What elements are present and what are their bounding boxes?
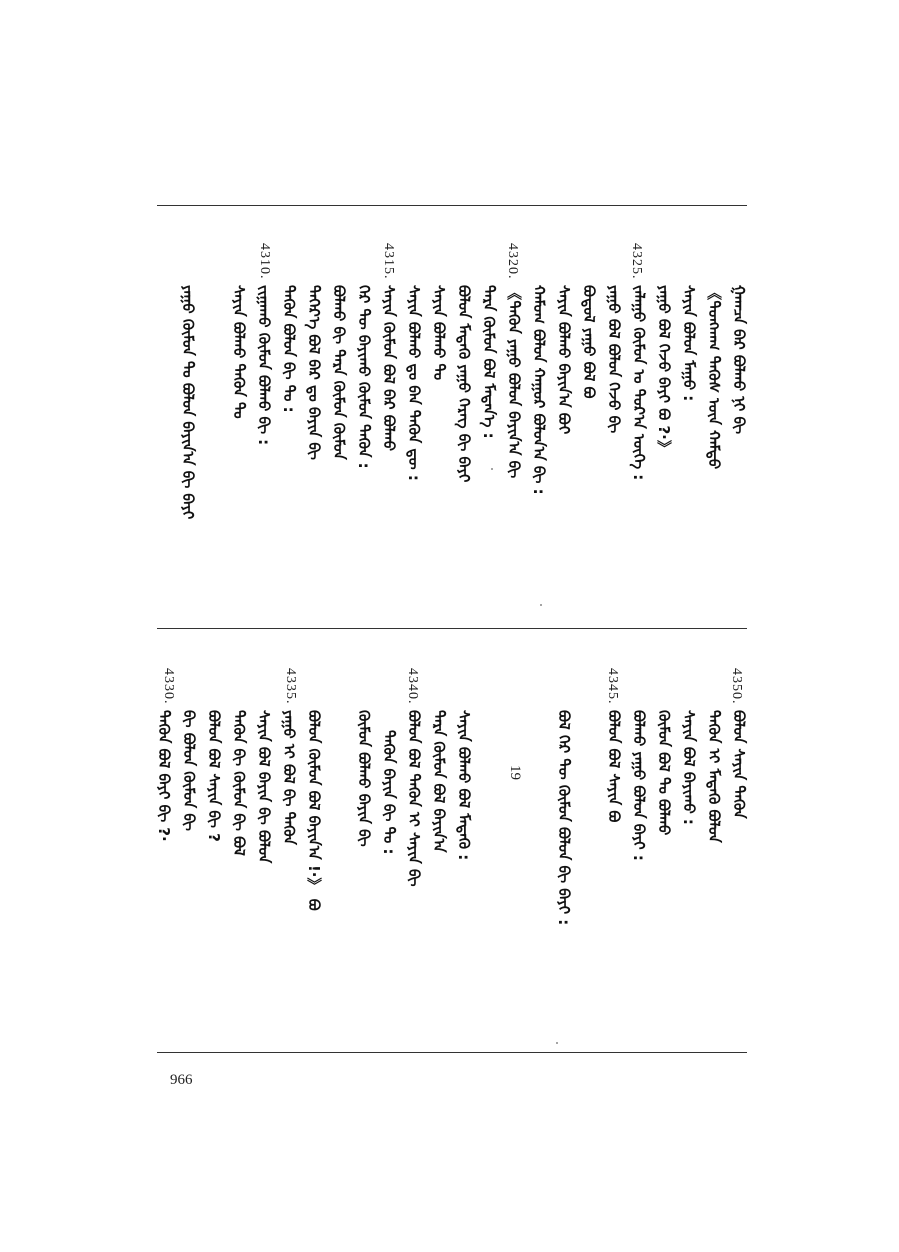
bottom-rule <box>157 1052 747 1053</box>
line-number-4310: 4310. <box>257 243 272 280</box>
text-column: ᠳᠡᠭᠡᠷ᠎ᠡ ᠪᠣᠯ ᠪᠠᠷ ᠳᠤ ᠪᠠᠶᠢᠨ ᠪᠢ <box>305 285 323 460</box>
text-column: ᠲᠡᠭᠦᠨ ᠪᠠᠶᠢᠨ ᠪᠢ ᠲᠤ : <box>380 730 398 855</box>
page-number: 966 <box>170 1072 193 1088</box>
text-column: ᠰᠠᠶᠢᠨ ᠪᠣᠯᠬᠤ ᠳᠤ ᠪᠡᠨ ᠲᠡᠭᠦᠨ ᠳᠦ : <box>405 285 423 481</box>
text-column: ᠶᠠᠭᠤ ᠪᠣᠯ ᠭᠡᠵᠦ ᠪᠠᠶᠢ ᠪᠤ ?·》 <box>655 285 673 456</box>
text-column: ᠪᠢ ᠪᠣᠯᠤᠨ ᠬᠦᠮᠦᠨ ᠪᠢ <box>180 710 198 831</box>
line-number-4345: 4345. <box>605 668 620 705</box>
text-column: ᠶᠠᠭᠤ ᠬᠦᠮᠦᠨ ᠲᠤ ᠪᠣᠯᠤᠨ ᠪᠠᠶᠢᠨ᠎ᠠ ᠪᠢ ᠪᠠᠶᠢ <box>179 285 197 520</box>
text-column: ᠭᠡᠷ ᠲᠦ ᠪᠠᠶᠢᠬᠤ ᠬᠦᠮᠦᠨ ᠲᠡᠭᠦᠨ : <box>355 285 373 469</box>
line-number-4315: 4315. <box>381 243 396 280</box>
scan-speck <box>491 468 493 470</box>
text-column: ᠰᠠᠶᠢᠨ ᠬᠦᠮᠦᠨ ᠪᠣᠯ ᠪᠠᠷ ᠪᠣᠯᠬᠤ <box>380 285 398 452</box>
line-number-4350: 4350. <box>729 668 744 705</box>
scan-speck <box>556 1042 558 1044</box>
text-column: ᠲᠡᠭᠦᠨ ᠪᠣᠯ ᠪᠠᠶᠢ ᠪᠢ ?· <box>155 710 173 842</box>
text-column: ᠪᠣᠯᠬᠤ ᠶᠠᠭᠤ ᠪᠣᠯᠣᠨ ᠪᠠᠶᠢ : <box>630 710 648 861</box>
scan-speck <box>540 604 542 606</box>
text-column: ᠪᠣᠯᠤᠨ ᠰᠠᠶᠢᠨ ᠲᠡᠭᠦᠨ <box>730 710 748 819</box>
inner-page-number: 19 <box>507 765 523 780</box>
text-column: ᠬᠦᠮᠦᠨ ᠪᠣᠯᠬᠤ ᠪᠠᠶᠢᠨ ᠪᠢ <box>355 710 373 847</box>
text-column: ᠲᠡᠷᠡ ᠬᠦᠮᠦᠨ ᠪᠣᠯ ᠪᠠᠶᠢᠨ᠎ᠠ <box>430 710 448 853</box>
text-column: ᠰᠠᠶᠢᠨ ᠪᠣᠯᠤᠨ ᠮᠠᠭᠤ : <box>680 285 698 402</box>
text-column: 《ᠲᠡᠭᠦᠨ ᠶᠠᠭᠤ ᠪᠣᠯᠣᠨ ᠪᠠᠶᠢᠨ᠎ᠠ ᠪᠢ <box>505 285 523 479</box>
text-column: ᠰᠠᠶᠢᠨ ᠪᠣᠯ ᠪᠠᠶᠢᠬᠤ : <box>680 710 698 825</box>
text-column: ᠪᠣᠯᠤᠨ ᠬᠦᠮᠦᠨ ᠪᠣᠯ ᠪᠠᠶᠢᠨ᠎ᠠ !·》 ᠪᠤ <box>305 710 323 911</box>
line-number-4325: 4325. <box>629 243 644 280</box>
text-column: ᠵᠠᠯᠠᠭᠤ ᠬᠦᠮᠦᠨ ᠤ ᠳᠤᠷ᠎ᠠ ᠦᠭᠡ : <box>630 285 648 481</box>
text-column: ᠲᠡᠭᠦᠨ ᠪᠣᠯᠤᠨ ᠪᠢ ᠲᠤ : <box>280 285 298 413</box>
text-column: ᠪᠣᠯᠤᠨ ᠪᠣᠯ ᠲᠡᠭᠦᠨ ᠢ ᠰᠠᠶᠢᠨ ᠪᠢ <box>405 710 423 887</box>
text-column: ᠪᠣᠯᠤᠨ ᠪᠣᠯ ᠰᠠᠶᠢᠨ ᠪᠢ ? <box>205 710 223 842</box>
line-number-4330: 4330. <box>161 668 176 705</box>
text-column: ᠪᠣᠯᠬᠤ ᠪᠢ ᠲᠡᠷᠡ ᠬᠦᠮᠦᠨ ᠬᠦᠮᠦᠨ <box>330 285 348 460</box>
line-number-4320: 4320. <box>505 243 520 280</box>
text-column: ᠪᠣᠯᠤᠨ ᠮᠡᠳᠡᠬᠦ ᠶᠠᠭᠤ ᠬᠡᠷᠡᠭ ᠪᠢ ᠪᠠᠶᠢ <box>455 285 473 483</box>
text-column: ᠰᠠᠶᠢᠨ ᠪᠣᠯᠬᠤ ᠲᠡᠭᠦᠨ ᠲᠤ <box>230 285 248 419</box>
text-column: ᠪᠣᠯᠤᠨ ᠪᠣᠯ ᠰᠠᠶᠢᠨ ᠪᠤ <box>605 710 623 823</box>
text-column: ᠬᠦᠮᠦᠨ ᠪᠣᠯ ᠲᠤ ᠪᠣᠯᠬᠤ <box>655 710 673 836</box>
text-column: ᠵᠢᠭᠠᠬᠤ ᠬᠦᠮᠦᠨ ᠪᠣᠯᠬᠤ ᠪᠢ : <box>255 285 273 446</box>
text-column: ᠰᠠᠶᠢᠨ ᠪᠣᠯ ᠪᠠᠶᠢᠨ ᠪᠢ ᠪᠣᠯᠤᠨ <box>255 710 273 864</box>
text-column: ᠬᠠᠮᠤᠭ ᠪᠣᠯᠣᠨ ᠬᠠᠭᠤᠷ ᠪᠣᠯᠤᠨ᠎ᠠ ᠪᠢ : <box>530 285 548 495</box>
text-column: 《ᠲᠤᠩᠬᠠᠭ ᠲᠡᠭᠦᠰ ᠦᠨ ᠬᠠᠮᠲᠤ <box>705 285 723 470</box>
text-column: ᠲᠡᠭᠦᠨ ᠢ ᠮᠡᠳᠡᠬᠦ ᠪᠣᠯᠣᠨ <box>705 710 723 843</box>
text-column: ᠲᠡᠷᠡ ᠬᠦᠮᠦᠨ ᠪᠣᠯ ᠮᠡᠳᠡᠨ᠎ᠡ : <box>480 285 498 439</box>
text-column: ᠲᠡᠭᠦᠨ ᠪᠢ ᠬᠦᠮᠦᠨ ᠪᠢ ᠪᠣᠯ <box>230 710 248 856</box>
text-column: ᠪᠣᠯ ᠭᠡᠷ ᠲᠦ ᠬᠦᠮᠦᠨ ᠪᠣᠯᠣᠨ ᠪᠢ ᠪᠠᠶᠢ : <box>555 710 573 926</box>
line-number-4335: 4335. <box>283 668 298 705</box>
middle-rule <box>157 628 747 629</box>
text-column: ᠰᠠᠶᠢᠨ ᠪᠣᠯᠬᠤ ᠪᠠᠶᠢᠨ᠎ᠠ ᠪᠤᠢ <box>555 285 573 435</box>
text-column: ᠭᠠᠭᠴᠠ ᠪᠡᠷ ᠪᠣᠯᠬᠤ ᠨᠢ ᠪᠢ <box>730 285 748 434</box>
text-column: ᠰᠠᠶᠢᠨ ᠪᠣᠯᠬᠤ ᠲᠤ <box>430 285 448 381</box>
line-number-4340: 4340. <box>405 668 420 705</box>
text-column: ᠶᠠᠭᠤ ᠢ ᠪᠣᠯ ᠪᠢ ᠲᠡᠭᠦᠨ <box>280 710 298 845</box>
top-rule <box>157 205 747 206</box>
text-column: ᠰᠠᠶᠢᠨ ᠪᠣᠯᠬᠤ ᠪᠣᠯ ᠮᠡᠳᠡᠬᠦ : <box>455 710 473 861</box>
text-column: ᠪᠣᠳᠣᠯ ᠶᠠᠭᠤ ᠪᠣᠯ ᠪᠤ <box>580 285 598 399</box>
text-column: ᠶᠠᠭᠤ ᠪᠣᠯ ᠪᠣᠯᠤᠨ ᠭᠡᠵᠦ ᠪᠢ <box>605 285 623 434</box>
